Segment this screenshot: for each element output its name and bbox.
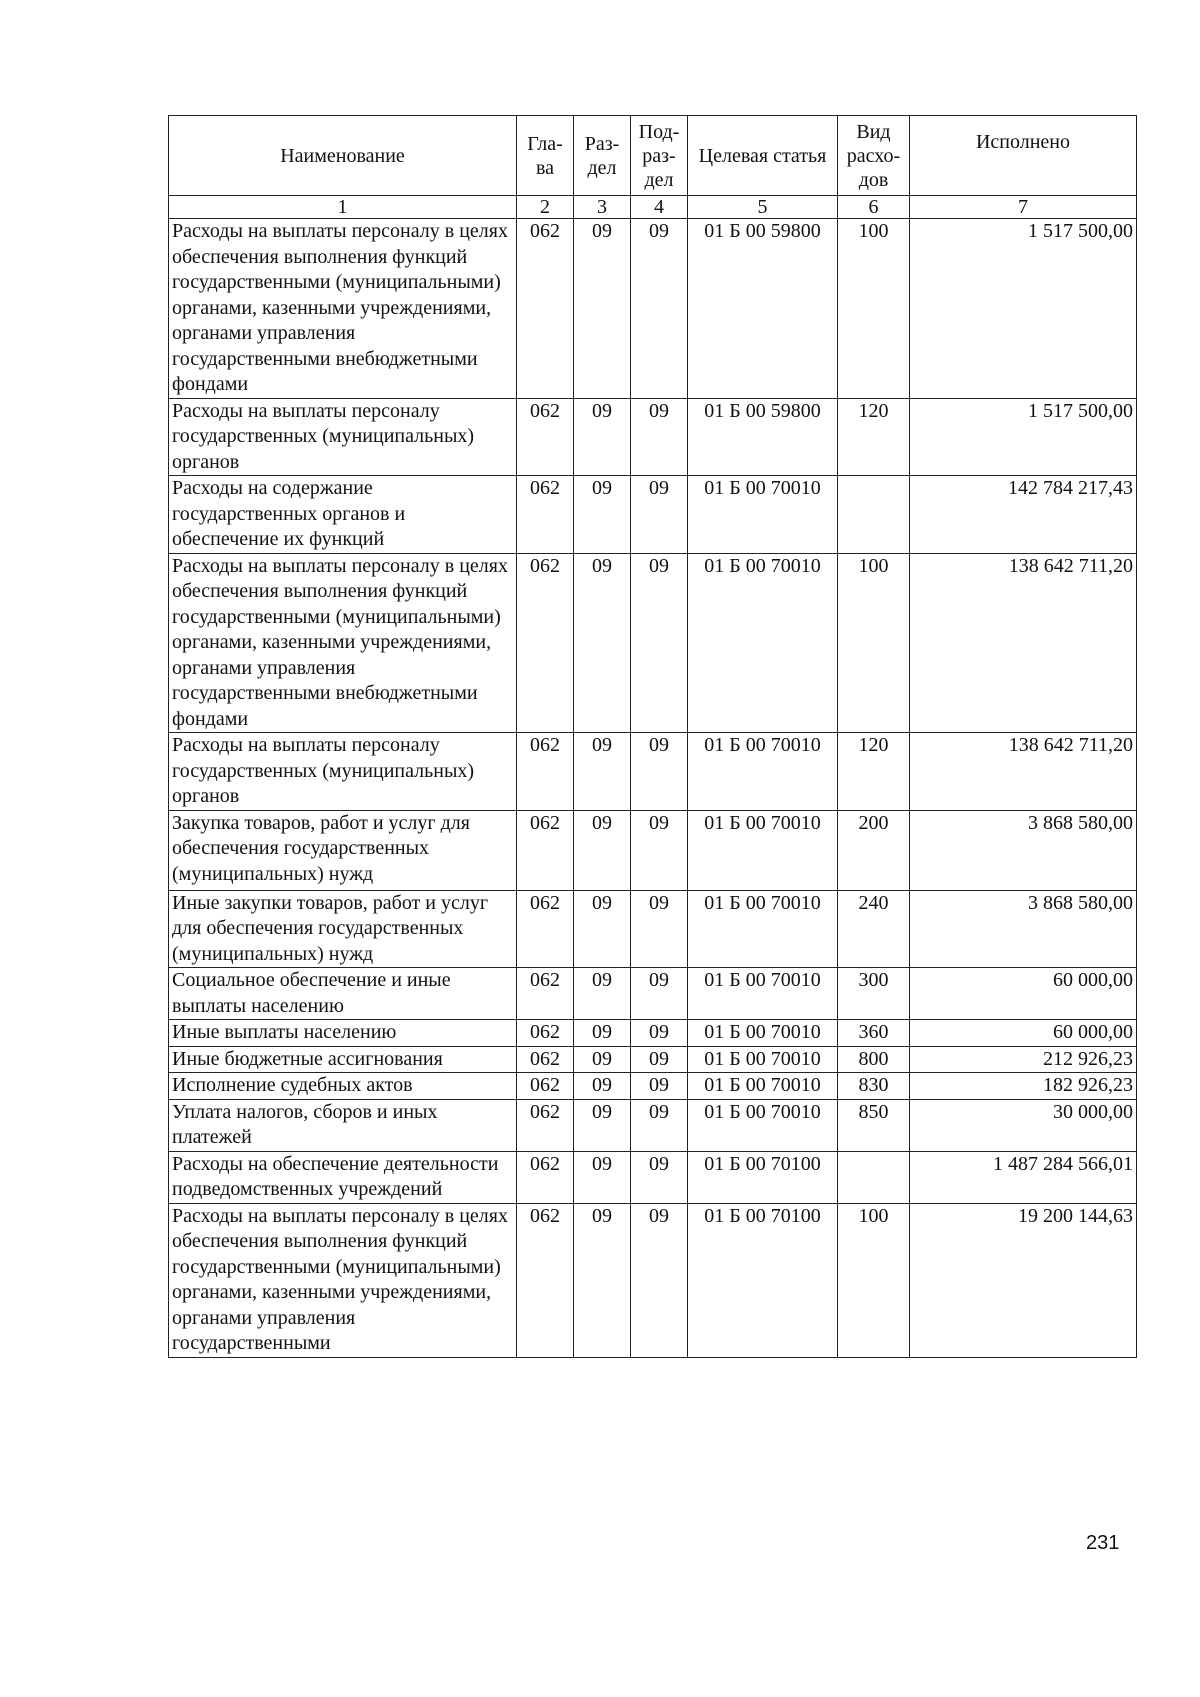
row-name: Расходы на обеспечение деятельности подведомственных учреждений xyxy=(169,1151,517,1203)
row-section: 09 xyxy=(574,553,631,733)
row-subsection: 09 xyxy=(631,219,688,399)
table-row xyxy=(169,968,1137,1020)
row-target-article: 01 Б 00 59800 xyxy=(688,219,838,399)
row-subsection: 09 xyxy=(631,810,688,890)
row-amount: 60 000,00 xyxy=(910,968,1137,1020)
row-subsection: 09 xyxy=(631,398,688,476)
header-section: Раз- дел xyxy=(574,116,631,196)
row-name: Социальное обеспечение и иные выплаты населению xyxy=(169,968,517,1020)
row-subsection: 09 xyxy=(631,1073,688,1100)
table-row xyxy=(169,1099,1137,1151)
row-name: Расходы на выплаты персоналу государственных (муниципальных) органов xyxy=(169,398,517,476)
row-chapter: 062 xyxy=(517,1073,574,1100)
row-chapter: 062 xyxy=(517,553,574,733)
table-row xyxy=(169,398,1137,476)
row-expense-type: 100 xyxy=(838,553,910,733)
row-chapter: 062 xyxy=(517,1151,574,1203)
table-row xyxy=(169,1046,1137,1073)
header-chapter: Гла- ва xyxy=(517,116,574,196)
row-section: 09 xyxy=(574,1073,631,1100)
row-section: 09 xyxy=(574,219,631,399)
row-section: 09 xyxy=(574,968,631,1020)
row-target-article: 01 Б 00 70010 xyxy=(688,476,838,554)
row-chapter: 062 xyxy=(517,1020,574,1047)
row-section: 09 xyxy=(574,476,631,554)
row-section: 09 xyxy=(574,890,631,968)
row-expense-type: 240 xyxy=(838,890,910,968)
row-target-article: 01 Б 00 70010 xyxy=(688,1073,838,1100)
row-name: Расходы на содержание государственных органов и обеспечение их функций xyxy=(169,476,517,554)
row-target-article: 01 Б 00 70010 xyxy=(688,733,838,811)
row-expense-type: 100 xyxy=(838,219,910,399)
row-amount: 3 868 580,00 xyxy=(910,890,1137,968)
row-chapter: 062 xyxy=(517,398,574,476)
row-subsection: 09 xyxy=(631,1151,688,1203)
row-subsection: 09 xyxy=(631,733,688,811)
row-amount: 138 642 711,20 xyxy=(910,553,1137,733)
row-amount: 182 926,23 xyxy=(910,1073,1137,1100)
row-name: Расходы на выплаты персоналу в целях обеспечения выполнения функций государственными (муниципальными) органами, казенными учреждениями, органами управления государственными внебюджетными фондами xyxy=(169,219,517,399)
table-row xyxy=(169,476,1137,554)
row-subsection: 09 xyxy=(631,1046,688,1073)
row-name: Закупка товаров, работ и услуг для обеспечения государственных (муниципальных) нужд xyxy=(169,810,517,890)
row-amount: 1 517 500,00 xyxy=(910,398,1137,476)
row-name: Расходы на выплаты персоналу в целях обеспечения выполнения функций государственными (муниципальными) органами, казенными учреждениями, органами управления государственными xyxy=(169,1203,517,1357)
header-target: Целевая статья xyxy=(688,116,838,196)
row-name: Расходы на выплаты персоналу государственных (муниципальных) органов xyxy=(169,733,517,811)
row-target-article: 01 Б 00 70010 xyxy=(688,553,838,733)
header-row xyxy=(169,116,1137,196)
row-amount: 19 200 144,63 xyxy=(910,1203,1137,1357)
table-row xyxy=(169,1073,1137,1100)
row-expense-type: 360 xyxy=(838,1020,910,1047)
row-name: Расходы на выплаты персоналу в целях обеспечения выполнения функций государственными (муниципальными) органами, казенными учреждениями, органами управления государственными внебюджетными фондами xyxy=(169,553,517,733)
column-number: 7 xyxy=(910,196,1137,219)
row-subsection: 09 xyxy=(631,1020,688,1047)
header-subsection: Под- раз- дел xyxy=(631,116,688,196)
row-subsection: 09 xyxy=(631,968,688,1020)
row-subsection: 09 xyxy=(631,553,688,733)
column-number: 2 xyxy=(517,196,574,219)
row-expense-type: 200 xyxy=(838,810,910,890)
row-amount: 212 926,23 xyxy=(910,1046,1137,1073)
header-name: Наименование xyxy=(169,116,517,196)
row-target-article: 01 Б 00 70010 xyxy=(688,1099,838,1151)
row-amount: 60 000,00 xyxy=(910,1020,1137,1047)
row-amount: 142 784 217,43 xyxy=(910,476,1137,554)
row-name: Иные выплаты населению xyxy=(169,1020,517,1047)
row-subsection: 09 xyxy=(631,1203,688,1357)
row-section: 09 xyxy=(574,733,631,811)
row-amount: 1 487 284 566,01 xyxy=(910,1151,1137,1203)
row-amount: 1 517 500,00 xyxy=(910,219,1137,399)
row-expense-type: 800 xyxy=(838,1046,910,1073)
row-chapter: 062 xyxy=(517,1203,574,1357)
row-amount: 138 642 711,20 xyxy=(910,733,1137,811)
row-target-article: 01 Б 00 70010 xyxy=(688,968,838,1020)
table-row xyxy=(169,1203,1137,1357)
table-row xyxy=(169,890,1137,968)
column-number: 1 xyxy=(169,196,517,219)
page-number: 231 xyxy=(1086,1532,1120,1554)
row-target-article: 01 Б 00 70010 xyxy=(688,810,838,890)
row-expense-type: 100 xyxy=(838,1203,910,1357)
row-chapter: 062 xyxy=(517,810,574,890)
row-chapter: 062 xyxy=(517,890,574,968)
table-row xyxy=(169,553,1137,733)
column-number: 5 xyxy=(688,196,838,219)
row-chapter: 062 xyxy=(517,1046,574,1073)
header-expense-type: Вид расхо- дов xyxy=(838,116,910,196)
row-section: 09 xyxy=(574,1046,631,1073)
row-subsection: 09 xyxy=(631,476,688,554)
row-chapter: 062 xyxy=(517,476,574,554)
row-name: Уплата налогов, сборов и иных платежей xyxy=(169,1099,517,1151)
row-name: Иные закупки товаров, работ и услуг для обеспечения государственных (муниципальных) нужд xyxy=(169,890,517,968)
row-target-article: 01 Б 00 70010 xyxy=(688,890,838,968)
column-number: 6 xyxy=(838,196,910,219)
row-amount: 30 000,00 xyxy=(910,1099,1137,1151)
row-target-article: 01 Б 00 59800 xyxy=(688,398,838,476)
row-chapter: 062 xyxy=(517,219,574,399)
row-expense-type: 120 xyxy=(838,733,910,811)
row-name: Иные бюджетные ассигнования xyxy=(169,1046,517,1073)
table-row xyxy=(169,810,1137,890)
table-row xyxy=(169,1151,1137,1203)
row-section: 09 xyxy=(574,398,631,476)
row-expense-type: 120 xyxy=(838,398,910,476)
row-name: Исполнение судебных актов xyxy=(169,1073,517,1100)
column-numbers-row xyxy=(169,196,1137,219)
row-chapter: 062 xyxy=(517,968,574,1020)
row-expense-type xyxy=(838,476,910,554)
row-target-article: 01 Б 00 70010 xyxy=(688,1046,838,1073)
row-subsection: 09 xyxy=(631,890,688,968)
row-subsection: 09 xyxy=(631,1099,688,1151)
row-section: 09 xyxy=(574,1020,631,1047)
table-row xyxy=(169,219,1137,399)
header-executed: Исполнено xyxy=(910,116,1137,196)
budget-execution-table xyxy=(168,115,1137,1358)
row-expense-type: 300 xyxy=(838,968,910,1020)
row-expense-type xyxy=(838,1151,910,1203)
row-target-article: 01 Б 00 70010 xyxy=(688,1020,838,1047)
row-section: 09 xyxy=(574,1203,631,1357)
row-section: 09 xyxy=(574,1099,631,1151)
row-section: 09 xyxy=(574,810,631,890)
row-amount: 3 868 580,00 xyxy=(910,810,1137,890)
row-expense-type: 850 xyxy=(838,1099,910,1151)
row-target-article: 01 Б 00 70100 xyxy=(688,1151,838,1203)
row-expense-type: 830 xyxy=(838,1073,910,1100)
row-chapter: 062 xyxy=(517,1099,574,1151)
column-number: 3 xyxy=(574,196,631,219)
column-number: 4 xyxy=(631,196,688,219)
row-target-article: 01 Б 00 70100 xyxy=(688,1203,838,1357)
row-chapter: 062 xyxy=(517,733,574,811)
row-section: 09 xyxy=(574,1151,631,1203)
table-row xyxy=(169,733,1137,811)
table-row xyxy=(169,1020,1137,1047)
